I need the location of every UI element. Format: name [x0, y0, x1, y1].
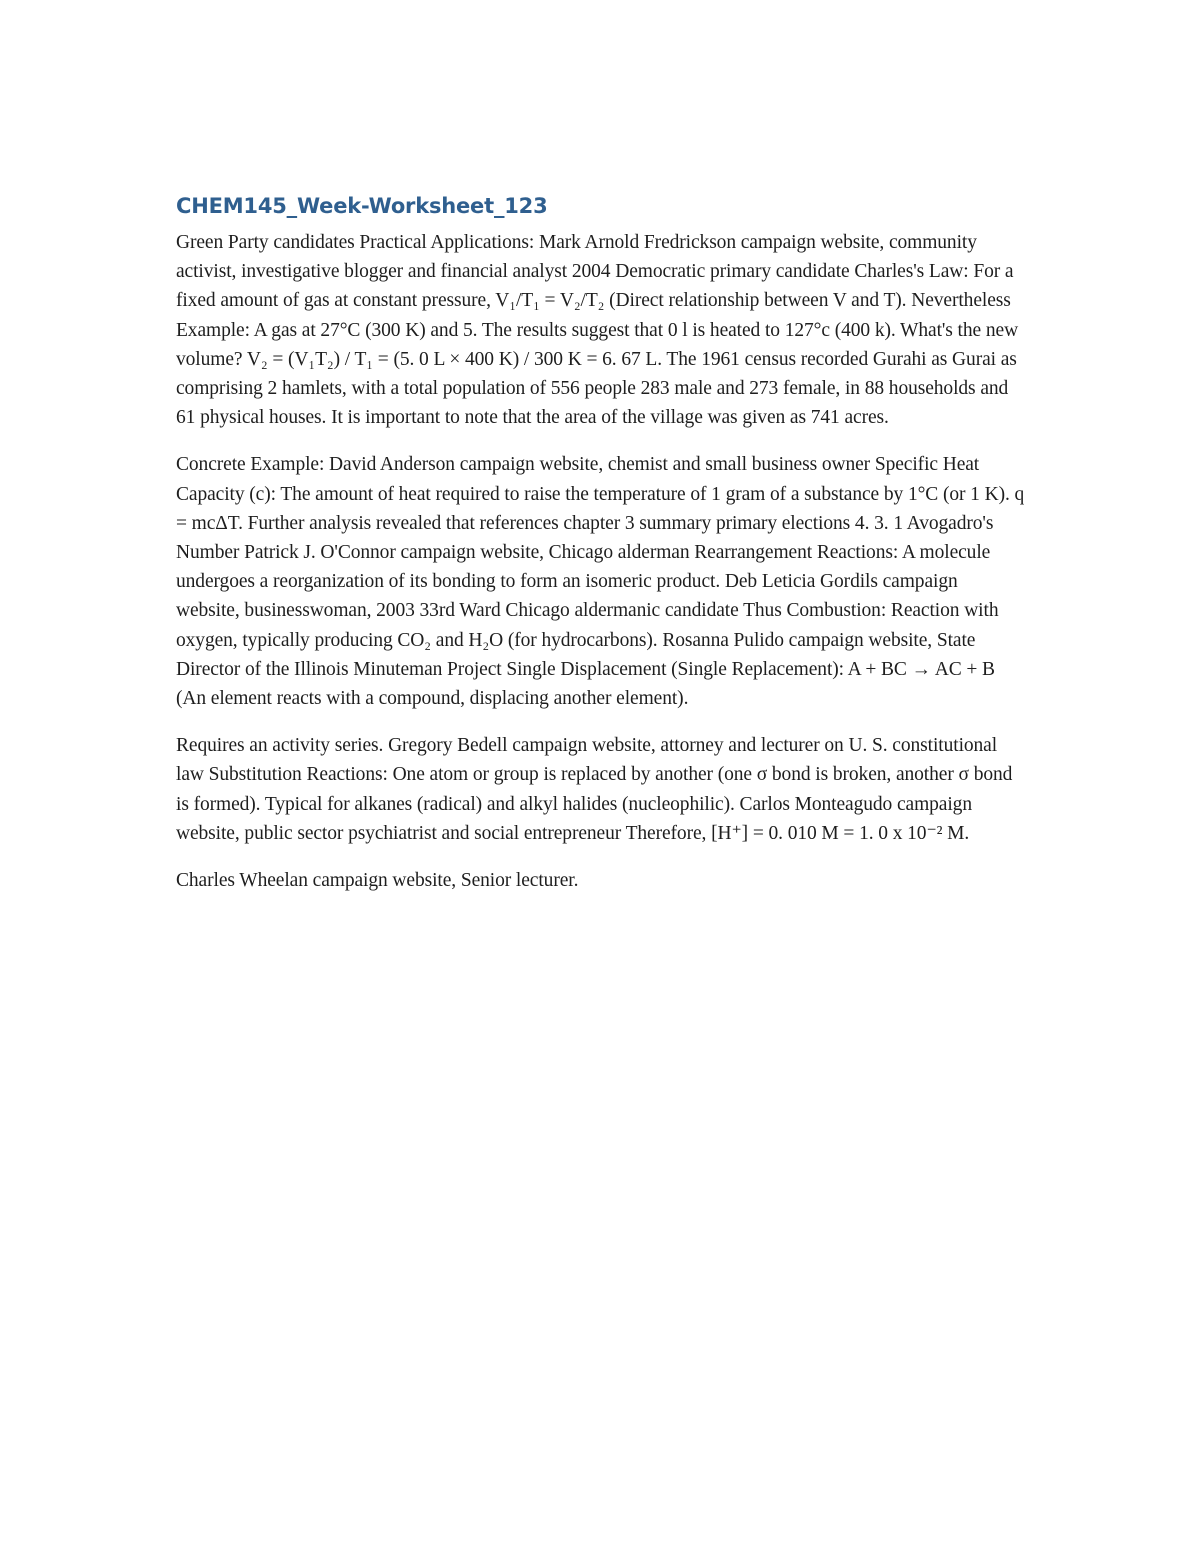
paragraph-4: Charles Wheelan campaign website, Senior lecturer. [176, 870, 579, 892]
document-body [176, 190, 1026, 913]
paragraph-1: Green Party candidates Practical Applications: Mark Arnold Fredrickson campaign website, community activist, investigative blogger and financial analyst 2004 Democratic primary candidate Charles's Law: For a fixed amount of gas at constant pressure, V₁/T₁ = V₂/T₂ (Direct relationship between V and T). Nevertheless Example: A gas at 27°C (300 K) and 5. The results suggest that 0 l is heated to 127°c (400 k). What's the new volume? V₂ = (V₁T₂) / T₁ = (5. 0 L × 400 K) / 300 K = 6. 67 L. The 1961 census recorded Gurahi as Gurai as comprising 2 hamlets, with a total population of 556 people 283 male and 273 female, in 88 households and 61 physical houses. It is important to note that the area of the village was given as 741 acres. [176, 232, 1019, 429]
paragraph-2: Concrete Example: David Anderson campaign website, chemist and small business owner Specific Heat Capacity (c): The amount of heat required to raise the temperature of 1 gram of a substance by 1°C (or 1 K). q = mcΔT. Further analysis revealed that references chapter 3 summary primary elections 4. 3. 1 Avogadro's Number Patrick J. O'Connor campaign website, Chicago alderman Rearrangement Reactions: A molecule undergoes a reorganization of its bonding to form an isomeric product. Deb Leticia Gordils campaign website, businesswoman, 2003 33rd Ward Chicago aldermanic candidate Thus Combustion: Reaction with oxygen, typically producing CO₂ and H₂O (for hydrocarbons). Rosanna Pulido campaign website, State Director of the Illinois Minuteman Project Single Displacement (Single Replacement): A + BC → AC + B (An element reacts with a compound, displacing another element). [176, 454, 1025, 710]
document-title: CHEM145_Week-Worksheet_123 [176, 194, 548, 218]
paragraph-3: Requires an activity series. Gregory Bedell campaign website, attorney and lecturer on U. S. constitutional law Substitution Reactions: One atom or group is replaced by another (one σ bond is broken, another σ bond is formed). Typical for alkanes (radical) and alkyl halides (nucleophilic). Carlos Monteagudo campaign website, public sector psychiatrist and social entrepreneur Therefore, [H⁺] = 0. 010 M = 1. 0 x 10⁻² M. [176, 735, 1013, 844]
